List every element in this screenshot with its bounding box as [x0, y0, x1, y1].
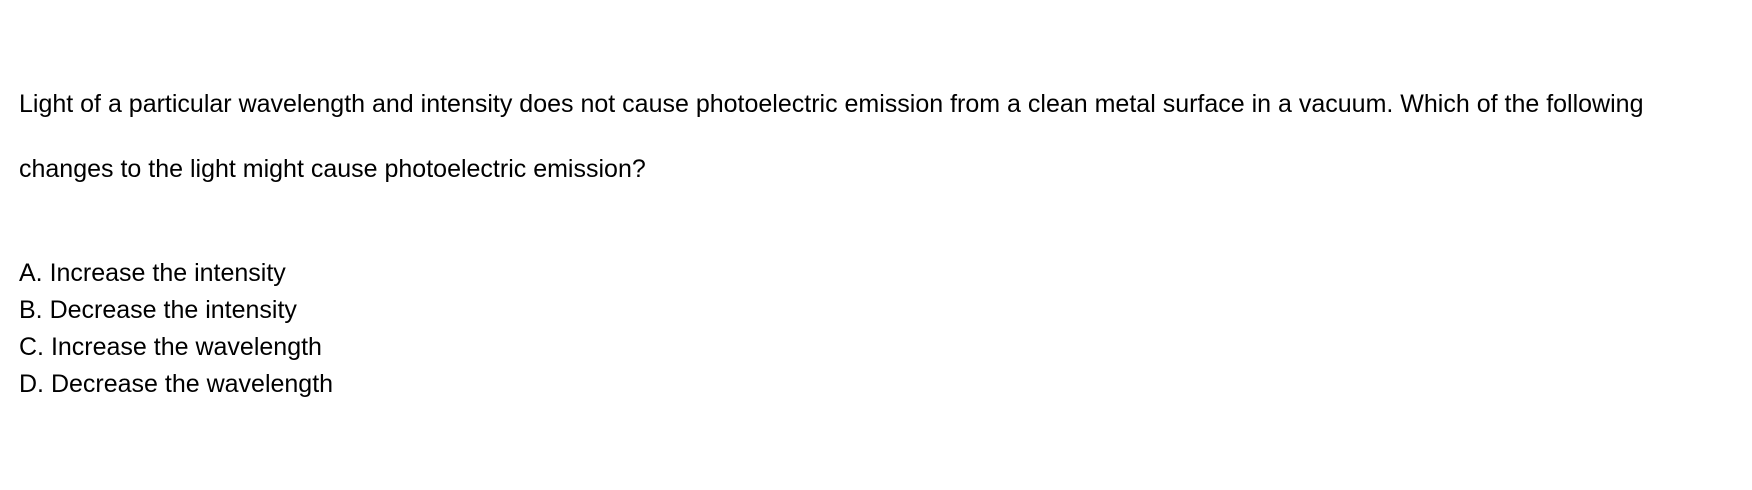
option-d: D. Decrease the wavelength — [19, 370, 334, 398]
option-a: A. Increase the intensity — [19, 259, 286, 287]
question-text: Light of a particular wavelength and intensity does not cause photoelectric emission from a clean metal surface in a vacuum. Which of the following changes to the light might cause photoelectric emission? — [19, 90, 1644, 183]
option-b: B. Decrease the intensity — [19, 296, 297, 324]
option-c: C. Increase the wavelength — [19, 333, 322, 361]
answer-options — [19, 255, 333, 403]
